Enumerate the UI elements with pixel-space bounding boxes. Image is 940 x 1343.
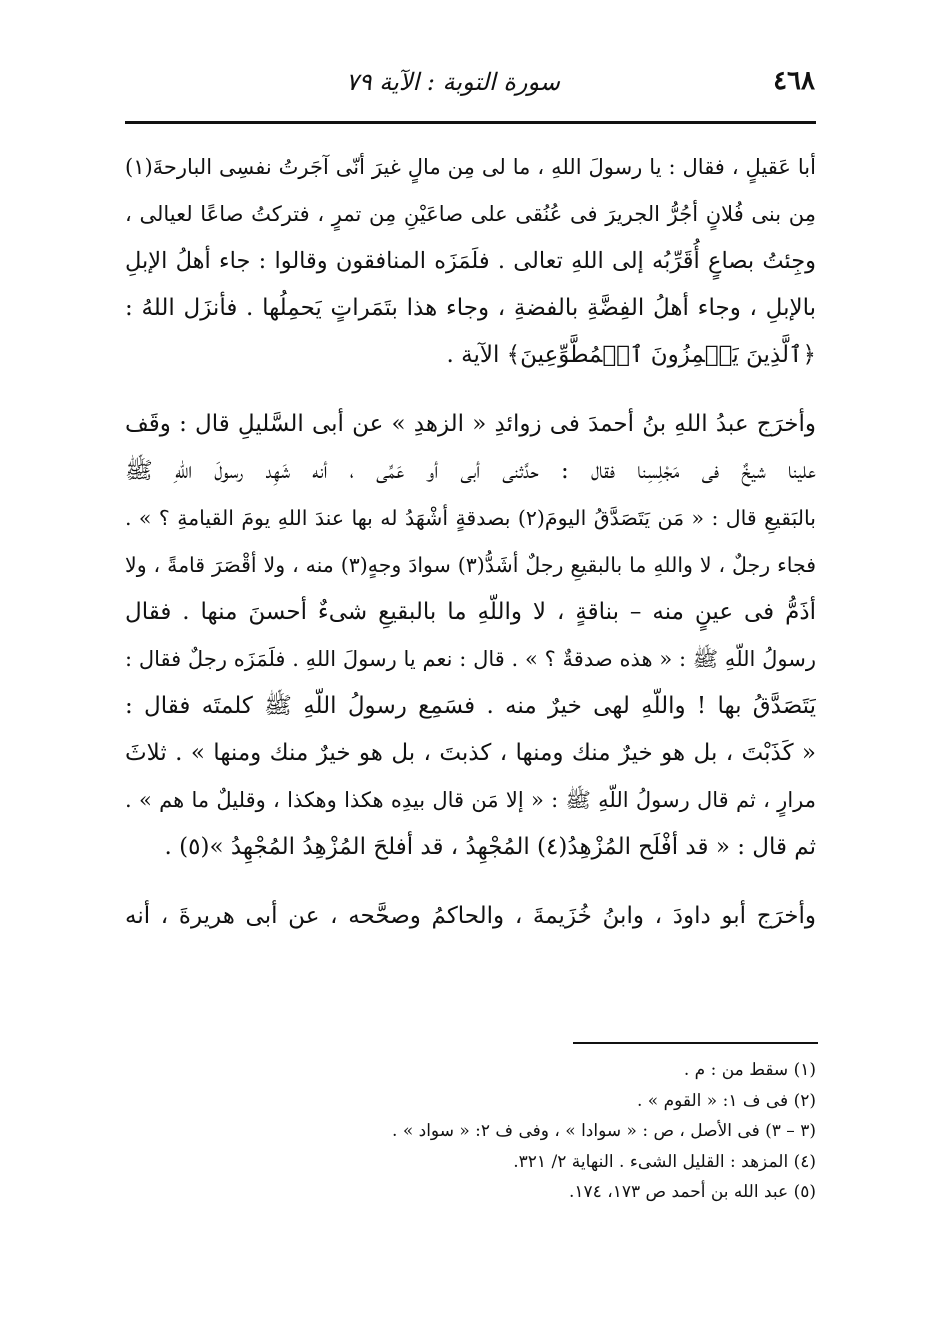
text-line: وأخرَج عبدُ اللهِ بنُ أحمدَ فى زوائدِ « الزهدِ » عن أبى السَّليلِ قال : وقَف: [125, 411, 816, 437]
text-line: وجِئتُ بصاعٍ أُقَرِّبُه إلى اللهِ تعالى . فلَمَزَه المنافقون وقالوا : جاء أهلُ الإبلِ: [125, 248, 816, 274]
text-line: مرارٍ ، ثم قال رسولُ اللّهِ ﷺ : « إلا مَن قال بيدِه هكذا وهكذا ، وقليلٌ ما هم » .: [125, 788, 816, 812]
quran-verse-line: ﴿ٱلَّذِينَ يَلۡمِزُونَ ٱلۡمُطَّوِّعِينَ﴾ الآية .: [446, 342, 816, 368]
surah-title: سورة التوبة : الآية ٧٩: [345, 68, 560, 96]
text-line: بالإبلِ ، وجاء أهلُ الفِضَّةِ بالفضةِ ، وجاء هذا بتَمَراتٍ يَحمِلُها . فأنزَل اللهُ :: [125, 295, 816, 321]
text-line: رسولُ اللّهِ ﷺ : « هذه صدقةٌ ؟ » . قال : نعم يا رسولَ اللهِ . فلَمَزَه رجلٌ فقال :: [125, 647, 816, 671]
text-line: ثم قال : « قد أفْلَح المُزْهِدُ(٤) المُجْهِدُ ، قد أفلحَ المُزْهِدُ المُجْهِدُ »(٥) .: [164, 834, 816, 860]
text-line: فجاء رجلٌ ، لا واللهِ ما بالبقيعِ رجلٌ أشَدُّ(٣) سوادَ وجهٍ(٣) منه ، ولا أقْصَرَ قامةً ، ولا: [125, 553, 816, 577]
footnote: (٥) عبد الله بن أحمد ص ١٧٣، ١٧٤.: [569, 1182, 816, 1202]
text-line: أبا عَقيلٍ ، فقال : يا رسولَ اللهِ ، ما لى مِن مالٍ غيرَ أنّى آجَرتُ نفسِى البارحةَ(١): [125, 155, 816, 179]
text-line: مِن بنى فُلانٍ أجُرُّ الجريرَ فى عُنُقى على صاعَيْنِ مِن تمرٍ ، فتركتُ صاعًا لعيالى ،: [125, 202, 816, 226]
footnotes: [125, 1055, 816, 1208]
text-line: يَتَصَدَّقُ بها ! واللّهِ لهى خيرٌ منه . فسَمِع رسولُ اللّهِ ﷺ كلمتَه فقال :: [125, 693, 816, 719]
paragraph-3: [125, 893, 816, 940]
paragraph-1: [125, 144, 816, 379]
footnote: (٢) فى ف ١: « القوم » .: [636, 1090, 816, 1111]
body-text: [125, 144, 816, 940]
footnote-rule: [573, 1042, 818, 1044]
text-line: أذَمُّ فى عينٍ منه – بناقةٍ ، لا واللّهِ ما بالبقيعِ شىءٌ أحسنَ منها . فقال: [125, 599, 816, 625]
page-number: ٤٦٨: [773, 66, 815, 96]
text-line: وأخرَج أبو داودَ ، وابنُ خُزَيمةَ ، والحاكمُ وصحَّحه ، عن أبى هريرةَ ، أنه: [125, 903, 816, 929]
text-line: « كَذَبْتَ ، بل هو خيرٌ منك ومنها ، كذبتَ ، بل هو خيرٌ منك ومنها » . ثلاثَ: [125, 740, 816, 766]
text-line: بالبَقيعِ قال : « مَن يَتَصَدَّقُ اليومَ(٢) بصدقةٍ أشْهَدُ له بها عندَ اللهِ يومَ القيامةِ ؟ » .: [125, 506, 816, 530]
footnote: (٣ – ٣) فى الأصل ، ص : « سوادا » ، وفى ف ٢: « سواد » .: [392, 1121, 816, 1141]
text-line: علينا شيخٌ فى مَجْلِسِنا فقال : حدَّثنى أبى أو عَمِّى ، أنه شَهِد رسولَ اللهِ ﷺ: [125, 458, 816, 484]
paragraph-2: [125, 401, 816, 871]
page-header: [125, 62, 815, 102]
footnote: (١) سقط من : م .: [683, 1060, 816, 1080]
footnote: (٤) المزهد : القليل الشىء . النهاية ٢/ ٣٢١.: [513, 1151, 816, 1172]
header-rule: [125, 121, 816, 124]
